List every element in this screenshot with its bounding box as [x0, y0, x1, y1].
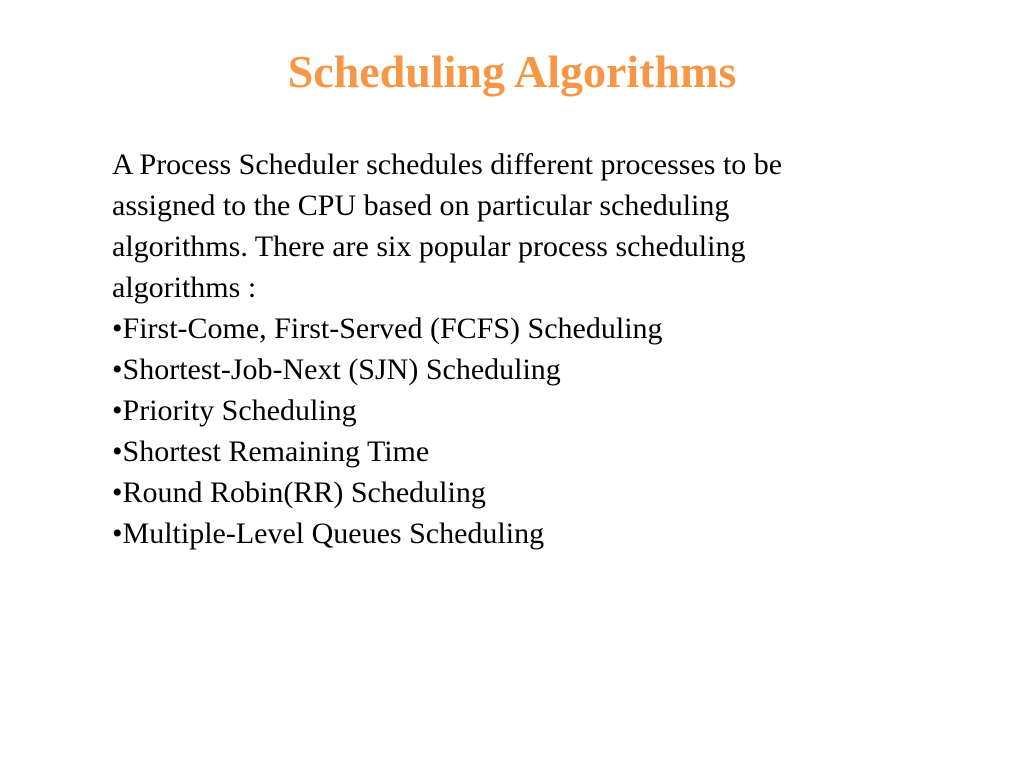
algorithm-list	[112, 308, 902, 554]
bullet-icon: •	[112, 312, 123, 345]
intro-line: assigned to the CPU based on particular scheduling	[112, 189, 730, 222]
list-item-fcfs	[112, 308, 902, 349]
bullet-icon: •	[112, 353, 123, 386]
list-item-sjn	[112, 349, 902, 390]
list-item-multilevel-queues	[112, 513, 902, 554]
list-item-label: Priority Scheduling	[122, 394, 357, 427]
bullet-icon: •	[112, 394, 123, 427]
intro-line: algorithms. There are six popular process scheduling	[112, 230, 746, 263]
list-item-priority	[112, 390, 902, 431]
list-item-label: Shortest Remaining Time	[122, 435, 430, 468]
list-item-label: Multiple-Level Queues Scheduling	[122, 517, 545, 550]
list-item-round-robin	[112, 472, 902, 513]
intro-line: algorithms :	[112, 271, 257, 304]
bullet-icon: •	[112, 517, 123, 550]
list-item-label: Round Robin(RR) Scheduling	[122, 476, 486, 509]
intro-line: A Process Scheduler schedules different processes to be	[112, 148, 783, 181]
list-item-label: Shortest-Job-Next (SJN) Scheduling	[122, 353, 561, 386]
slide-title: Scheduling Algorithms	[287, 46, 737, 97]
list-item-srt	[112, 431, 902, 472]
list-item-label: First-Come, First-Served (FCFS) Scheduling	[122, 312, 663, 345]
slide-body	[112, 144, 902, 554]
bullet-icon: •	[112, 435, 123, 468]
bullet-icon: •	[112, 476, 123, 509]
